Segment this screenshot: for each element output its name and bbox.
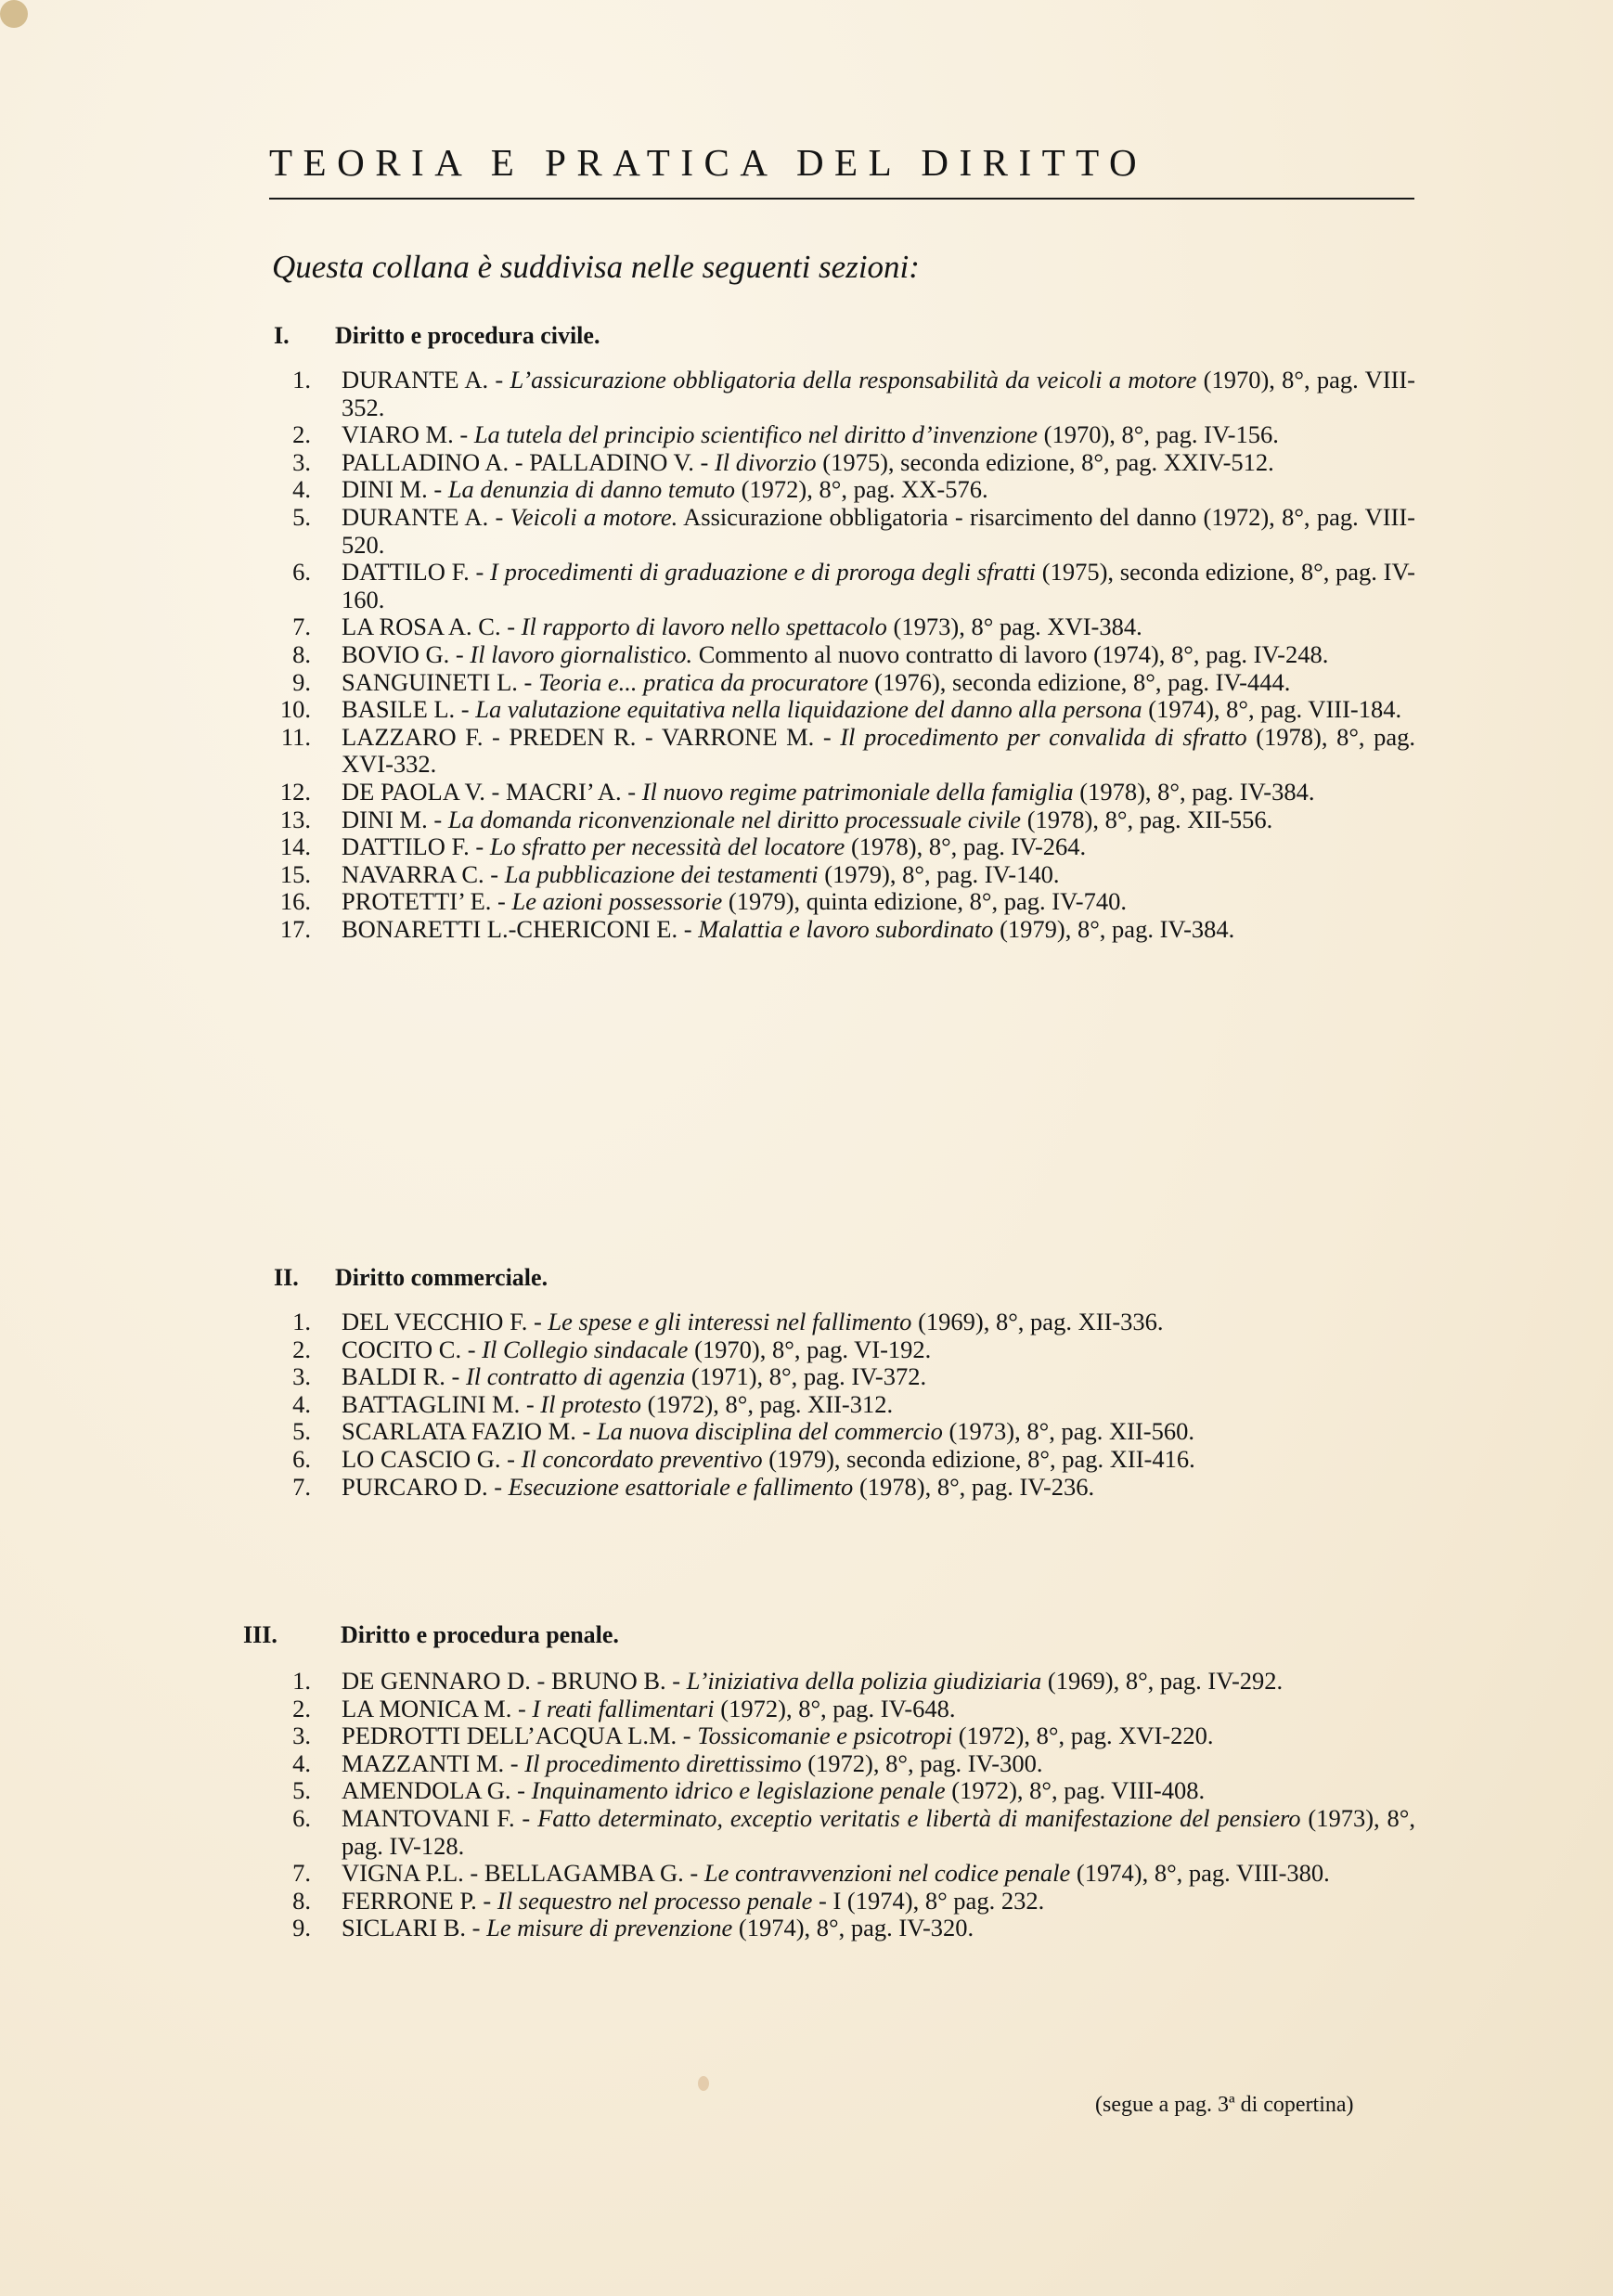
item-title: L’assicurazione obbligatoria della responsabilità da veicoli a motore xyxy=(510,366,1197,393)
item-details: (1978), 8°, pag. IV-384. xyxy=(1073,777,1315,806)
item-title: La domanda riconvenzionale nel diritto processuale civile xyxy=(447,805,1022,833)
item-number: 4. xyxy=(292,1748,311,1777)
item-details: (1979), seconda edizione, 8°, pag. XII-416. xyxy=(762,1444,1195,1473)
item-details: (1979), quinta edizione, 8°, pag. IV-740. xyxy=(722,887,1127,916)
item-details: (1979), 8°, pag. IV-384. xyxy=(993,914,1235,943)
item-author: BONARETTI L.-CHERICONI E. - xyxy=(342,914,699,943)
paper-stain xyxy=(698,2076,709,2091)
item-author: SICLARI B. - xyxy=(342,1914,487,1942)
item-details: (1978), 8°, pag. XVI-332. xyxy=(342,722,1415,779)
list-item xyxy=(269,559,1415,613)
list-item xyxy=(269,367,1415,421)
list-item xyxy=(269,1805,1415,1860)
item-author: NAVARRA C. - xyxy=(342,859,505,888)
list-item xyxy=(269,1888,1415,1915)
item-number: 5. xyxy=(292,1776,311,1805)
section-title: Diritto e procedura penale. xyxy=(341,1621,619,1648)
item-details: (1972), 8°, pag. IV-648. xyxy=(714,1694,956,1722)
item-details: (1974), 8°, pag. VIII-380. xyxy=(1070,1859,1330,1888)
item-author: FERRONE P. - xyxy=(342,1886,497,1915)
item-author: BATTAGLINI M. - xyxy=(342,1389,541,1418)
item-details: (1973), 8°, pag. XII-560. xyxy=(942,1417,1194,1446)
item-title: I procedimenti di graduazione e di proroga degli sfratti xyxy=(490,558,1037,587)
paper-stain xyxy=(0,0,28,28)
item-author: BOVIO G. - xyxy=(342,639,471,668)
item-number: 3. xyxy=(292,447,311,476)
item-details: (1975), seconda edizione, 8°, pag. XXIV-512. xyxy=(816,447,1274,476)
item-title: Malattia e lavoro subordinato xyxy=(698,914,994,943)
list-item xyxy=(269,641,1415,669)
item-author: COCITO C. - xyxy=(342,1335,483,1363)
item-details: (1972), 8°, pag. XVI-220. xyxy=(952,1722,1214,1750)
list-item xyxy=(269,1777,1415,1805)
list-item xyxy=(269,476,1415,504)
item-details: (1971), 8°, pag. IV-372. xyxy=(685,1362,927,1391)
item-title: Fatto determinato, exceptio veritatis e libertà di manifestazione del pensiero xyxy=(537,1803,1301,1832)
list-item xyxy=(269,1750,1415,1778)
list-item xyxy=(269,779,1415,806)
list-item xyxy=(269,724,1415,779)
item-author: SANGUINETI L. - xyxy=(342,667,538,696)
item-author: LA ROSA A. C. - xyxy=(342,613,522,641)
item-number: 15. xyxy=(279,859,311,888)
item-title: Le azioni possessorie xyxy=(511,887,723,916)
item-title: Il nuovo regime patrimoniale della famiglia xyxy=(641,777,1074,806)
item-number: 6. xyxy=(292,1444,311,1473)
list-item xyxy=(269,1915,1415,1942)
item-number: 14. xyxy=(279,832,311,861)
item-number: 11. xyxy=(280,722,311,751)
item-details: (1979), 8°, pag. IV-140. xyxy=(818,859,1060,888)
item-number: 5. xyxy=(292,502,311,531)
list-item xyxy=(269,504,1415,559)
item-number: 4. xyxy=(292,475,311,504)
item-author: BALDI R. - xyxy=(342,1362,466,1391)
item-author: AMENDOLA G. - xyxy=(342,1776,532,1805)
item-title: La denunzia di danno temuto xyxy=(447,475,735,504)
item-number: 9. xyxy=(292,1914,311,1942)
list-item xyxy=(269,1860,1415,1888)
intro-text: Questa collana è suddivisa nelle seguenti sezioni: xyxy=(272,249,920,285)
item-title: La tutela del principio scientifico nel diritto d’invenzione xyxy=(473,420,1039,449)
item-number: 10. xyxy=(279,695,311,724)
item-author: MANTOVANI F. - xyxy=(342,1803,538,1832)
item-title: Lo sfratto per necessità del locatore xyxy=(489,832,845,861)
item-title: Tossicomanie e psicotropi xyxy=(697,1722,953,1750)
section-list xyxy=(269,367,1415,943)
section-title: Diritto e procedura civile. xyxy=(335,322,600,349)
list-item xyxy=(269,1391,1415,1419)
item-title: Il procedimento per convalida di sfratto xyxy=(840,722,1247,751)
item-author: DURANTE A. - xyxy=(342,502,510,531)
list-item xyxy=(269,1696,1415,1723)
section-heading xyxy=(243,1621,1385,1649)
item-details: (1978), 8°, pag. IV-264. xyxy=(845,832,1087,861)
item-author: PALLADINO A. - PALLADINO V. - xyxy=(342,447,715,476)
item-title: Le misure di prevenzione xyxy=(486,1914,733,1942)
list-item xyxy=(269,806,1415,834)
list-item xyxy=(269,669,1415,697)
item-title: Il contratto di agenzia xyxy=(465,1362,686,1391)
item-author: MAZZANTI M. - xyxy=(342,1748,525,1777)
item-details: (1978), 8°, pag. IV-236. xyxy=(853,1472,1095,1501)
item-title: L’iniziativa della polizia giudiziaria xyxy=(686,1667,1042,1695)
item-number: 4. xyxy=(292,1389,311,1418)
item-details: (1972), 8°, pag. VIII-408. xyxy=(945,1776,1206,1805)
item-title: Il concordato preventivo xyxy=(521,1444,763,1473)
item-details: (1970), 8°, pag. IV-156. xyxy=(1038,420,1279,449)
item-number: 7. xyxy=(292,1472,311,1501)
continuation-note: (segue a pag. 3ª di copertina) xyxy=(1095,2093,1354,2117)
item-title: Il rapporto di lavoro nello spettacolo xyxy=(521,613,887,641)
item-author: DEL VECCHIO F. - xyxy=(342,1308,548,1335)
item-author: DATTILO F. - xyxy=(342,558,491,587)
item-number: 7. xyxy=(292,1859,311,1888)
list-item xyxy=(269,1722,1415,1750)
item-details: (1970), 8°, pag. VI-192. xyxy=(688,1335,932,1363)
list-item xyxy=(269,449,1415,477)
section-numeral: III. xyxy=(243,1621,277,1648)
item-number: 6. xyxy=(292,1803,311,1832)
item-author: PROTETTI’ E. - xyxy=(342,887,512,916)
section-numeral: II. xyxy=(274,1264,299,1291)
item-details: (1975), seconda edizione, 8°, pag. IV-160. xyxy=(342,558,1415,613)
list-item xyxy=(269,1418,1415,1446)
list-item xyxy=(269,1309,1415,1336)
item-author: VIGNA P.L. - BELLAGAMBA G. - xyxy=(342,1859,704,1888)
list-item xyxy=(269,861,1415,889)
item-details: Commento al nuovo contratto di lavoro (1974), 8°, pag. IV-248. xyxy=(692,639,1329,668)
list-item xyxy=(269,421,1415,449)
item-title: Inquinamento idrico e legislazione penale xyxy=(531,1776,946,1805)
item-title: Teoria e... pratica da procuratore xyxy=(537,667,869,696)
item-details: (1973), 8° pag. XVI-384. xyxy=(886,613,1142,641)
item-author: VIARO M. - xyxy=(342,420,474,449)
item-title: I reati fallimentari xyxy=(532,1694,715,1722)
item-number: 2. xyxy=(292,1335,311,1363)
item-author: DINI M. - xyxy=(342,805,448,833)
item-title: Le contravvenzioni nel codice penale xyxy=(703,1859,1071,1888)
item-details: (1972), 8°, pag. XX-576. xyxy=(734,475,988,504)
section-list xyxy=(269,1668,1415,1942)
item-number: 5. xyxy=(292,1417,311,1446)
item-number: 1. xyxy=(292,1308,311,1335)
header-rule xyxy=(269,198,1414,200)
item-details: - I (1974), 8° pag. 232. xyxy=(812,1886,1045,1915)
item-author: DE GENNARO D. - BRUNO B. - xyxy=(342,1667,687,1695)
list-item xyxy=(269,916,1415,944)
item-author: LAZZARO F. - PREDEN R. - VARRONE M. - xyxy=(342,722,841,751)
section-heading xyxy=(274,322,1415,350)
section-numeral: I. xyxy=(274,322,290,349)
item-number: 8. xyxy=(292,639,311,668)
item-author: DINI M. - xyxy=(342,475,448,504)
list-item xyxy=(269,888,1415,916)
list-item xyxy=(269,1668,1415,1696)
item-author: BASILE L. - xyxy=(342,695,476,724)
item-title: Il divorzio xyxy=(714,447,817,476)
item-details: Assicurazione obbligatoria - risarcimento del danno (1972), 8°, pag. VIII-520. xyxy=(342,502,1416,559)
item-details: (1970), 8°, pag. VIII-352. xyxy=(342,366,1416,421)
item-number: 12. xyxy=(279,777,311,806)
item-title: Il Collegio sindacale xyxy=(482,1335,689,1363)
item-number: 8. xyxy=(292,1886,311,1915)
item-details: (1978), 8°, pag. XII-556. xyxy=(1021,805,1273,833)
item-title: La pubblicazione dei testamenti xyxy=(504,859,819,888)
item-number: 7. xyxy=(292,613,311,641)
item-author: LA MONICA M. - xyxy=(342,1694,533,1722)
item-number: 6. xyxy=(292,558,311,587)
item-number: 9. xyxy=(292,667,311,696)
item-title: La nuova disciplina del commercio xyxy=(596,1417,943,1446)
section-heading xyxy=(274,1264,1415,1292)
item-details: (1974), 8°, pag. VIII-184. xyxy=(1142,695,1402,724)
list-item xyxy=(269,833,1415,861)
item-title: Il procedimento direttissimo xyxy=(524,1748,802,1777)
item-details: (1972), 8°, pag. IV-300. xyxy=(801,1748,1043,1777)
item-details: (1969), 8°, pag. IV-292. xyxy=(1041,1667,1284,1695)
series-title: TEORIA E PRATICA DEL DIRITTO xyxy=(269,141,1148,184)
item-number: 17. xyxy=(279,914,311,943)
item-author: DE PAOLA V. - MACRI’ A. - xyxy=(342,777,642,806)
item-title: Le spese e gli interessi nel fallimento xyxy=(548,1308,912,1335)
item-details: (1972), 8°, pag. XII-312. xyxy=(640,1389,894,1418)
item-author: LO CASCIO G. - xyxy=(342,1444,522,1473)
list-item xyxy=(269,1336,1415,1364)
list-item xyxy=(269,696,1415,724)
item-author: PEDROTTI DELL’ACQUA L.M. - xyxy=(342,1722,698,1750)
item-details: (1974), 8°, pag. IV-320. xyxy=(732,1914,974,1942)
item-title: Il sequestro nel processo penale xyxy=(497,1886,813,1915)
item-title: Il lavoro giornalistico. xyxy=(470,639,693,668)
list-item xyxy=(269,1446,1415,1474)
item-number: 3. xyxy=(292,1362,311,1391)
item-title: Il protesto xyxy=(540,1389,641,1418)
item-title: Esecuzione esattoriale e fallimento xyxy=(508,1472,854,1501)
item-author: SCARLATA FAZIO M. - xyxy=(342,1417,597,1446)
item-number: 2. xyxy=(292,420,311,449)
item-author: PURCARO D. - xyxy=(342,1472,509,1501)
item-number: 2. xyxy=(292,1694,311,1722)
item-title: La valutazione equitativa nella liquidazione del danno alla persona xyxy=(475,695,1142,724)
section-title: Diritto commerciale. xyxy=(335,1264,548,1291)
item-number: 3. xyxy=(292,1722,311,1750)
item-details: (1976), seconda edizione, 8°, pag. IV-444. xyxy=(868,667,1291,696)
item-details: (1969), 8°, pag. XII-336. xyxy=(911,1308,1164,1335)
item-number: 1. xyxy=(292,1667,311,1695)
list-item xyxy=(269,613,1415,641)
list-item xyxy=(269,1363,1415,1391)
section-list xyxy=(269,1309,1415,1501)
list-item xyxy=(269,1474,1415,1502)
item-number: 1. xyxy=(292,366,311,393)
item-author: DURANTE A. - xyxy=(342,366,510,393)
item-details: (1973), 8°, pag. IV-128. xyxy=(342,1803,1415,1860)
item-number: 16. xyxy=(279,887,311,916)
item-title: Veicoli a motore. xyxy=(510,502,678,531)
item-number: 13. xyxy=(279,805,311,833)
item-author: DATTILO F. - xyxy=(342,832,490,861)
